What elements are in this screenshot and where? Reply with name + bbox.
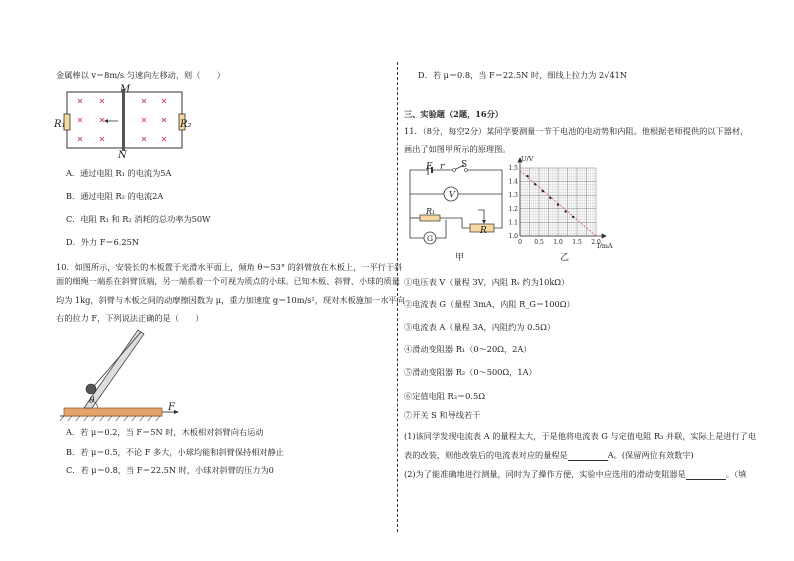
data-point <box>549 197 551 199</box>
data-point <box>557 204 559 206</box>
part1-line-1: (1)该同学发现电流表 A 的量程太大，于是他将电流表 G 与定值电阻 R₃ 并联，实际上是进行了电 <box>404 431 757 441</box>
ball <box>86 384 96 394</box>
answer-blank-2[interactable] <box>686 471 726 480</box>
caption-jia: 甲 <box>455 253 465 263</box>
equipment-3: ③电流表 A（量程 3A，内阻约为 0.5Ω） <box>404 322 556 332</box>
label-switch: S <box>461 160 468 170</box>
label-force: F <box>168 402 175 413</box>
q9-intro: 金属棒以 v＝8m/s 匀速向左移动，则（ ） <box>56 70 225 80</box>
label-r2: R₂ <box>180 119 192 130</box>
equipment-4: ④滑动变阻器 R₁（0～20Ω，2A） <box>404 344 532 354</box>
label-v: V <box>449 190 455 199</box>
part2-pre: (2)为了能准确地进行测量，同时为了操作方便，实验中应选用的滑动变阻器是 <box>404 469 686 479</box>
y-tick-label: 1.2 <box>508 205 518 213</box>
x-tick-label: 2.0 <box>591 239 601 246</box>
label-r-internal: r <box>440 162 445 172</box>
y-axis-label: U/V <box>521 155 534 163</box>
x-tick-label: 1.0 <box>553 239 563 246</box>
y-tick-label: 1.4 <box>508 178 518 186</box>
equipment-2: ②电流表 G（量程 3mA，内阻 R_G＝100Ω） <box>404 299 575 309</box>
q11-line-1: 11．（8分，每空2分）某同学要测量一节干电池的电动势和内阻。他根据老师提供的以下器材， <box>404 126 749 136</box>
data-point <box>534 183 536 185</box>
q9-option-d: D．外力 F＝6.25N <box>66 237 139 247</box>
y-tick-label: 1.5 <box>508 165 518 172</box>
q10-option-c: C．若 μ＝0.8，当 F＝22.5N 时，小球对斜臂的压力为0 <box>66 465 274 475</box>
metal-rod <box>122 89 125 151</box>
part2-line <box>404 469 746 480</box>
q9-option-a: A．通过电阻 R₁ 的电流为5A <box>66 168 172 178</box>
q10-option-a: A．若 μ＝0.2，当 F＝5N 时，木板相对斜臂向右运动 <box>66 427 264 437</box>
label-e: E <box>426 162 433 172</box>
x-axis-arrow <box>602 234 606 238</box>
equipment-5: ⑤滑动变阻器 R₂（0～500Ω，1A） <box>404 367 537 377</box>
caption-yi: 乙 <box>560 253 570 263</box>
q10-option-b: B．若 μ＝0.5，不论 F 多大，小球均能和斜臂保持相对静止 <box>66 447 284 457</box>
y-tick-label: 1.3 <box>508 192 518 200</box>
equipment-7: ⑦开关 S 和导线若干 <box>404 410 481 420</box>
q10-line-4: 右的拉力 F，下列说法正确的是（ ） <box>56 313 204 323</box>
q10-option-d: D．若 μ＝0.8，当 F＝22.5N 时，细线上拉力为 2√41N <box>418 70 628 80</box>
figure-circuit <box>402 158 512 250</box>
wooden-board <box>64 408 162 416</box>
label-r1-circuit: R₁ <box>426 207 436 216</box>
section-title: 三、实验题（2题，16分） <box>404 109 503 119</box>
q9-option-c: C．电阻 R₁ 和 R₂ 消耗的总功率为50W <box>66 214 211 224</box>
label-r-variable: R <box>480 226 487 236</box>
part1-line-2 <box>404 450 694 461</box>
label-m: M <box>120 84 131 95</box>
y-tick-label: 1.1 <box>508 219 518 227</box>
equipment-6: ⑥定值电阻 R₃＝0.5Ω <box>404 391 485 401</box>
part2-post: 。（填 <box>725 469 747 479</box>
q10-line-3: 均为 1kg，斜臂与木板之间的动摩擦因数为 μ，重力加速度 g＝10m/s²，现对木板施加一水平向 <box>56 295 405 305</box>
answer-blank-1[interactable] <box>568 452 608 461</box>
y-tick-label: 1.0 <box>508 233 518 240</box>
equipment-1: ①电压表 V（量程 3V，内阻 Rᵥ 约为10kΩ） <box>404 277 570 287</box>
label-g: G <box>427 234 433 243</box>
q10-line-1: 10．如图所示，安装长的木板置于光滑水平面上，倾角 θ＝53° 的斜臂放在木板上，一平行于斜 <box>56 262 403 272</box>
data-point <box>572 216 574 218</box>
q10-line-2: 面的细绳一端系在斜臂顶端，另一端系着一个可视为质点的小球。已知木板、斜臂、小球的质量 <box>56 276 400 286</box>
q11-line-2: 画出了如图甲所示的原理图。 <box>404 144 511 154</box>
x-tick-label: 0.5 <box>534 239 544 246</box>
x-tick-label: 0 <box>518 239 522 246</box>
part1-line-2-pre: 表的改装，则他改装后的电流表对应的量程是 <box>404 450 568 460</box>
data-point <box>564 210 566 212</box>
column-divider <box>397 62 398 532</box>
label-r1: R₁ <box>54 119 66 130</box>
q9-option-b: B．通过电阻 R₂ 的电流2A <box>66 191 164 201</box>
data-point <box>526 175 528 177</box>
data-point <box>542 190 544 192</box>
label-n: N <box>118 150 127 161</box>
x-tick-label: 1.5 <box>572 239 582 246</box>
part1-line-2-post: A。(保留两位有效数字) <box>607 450 694 460</box>
label-theta: θ <box>89 396 95 406</box>
x-axis-label: I/mA <box>597 242 613 250</box>
